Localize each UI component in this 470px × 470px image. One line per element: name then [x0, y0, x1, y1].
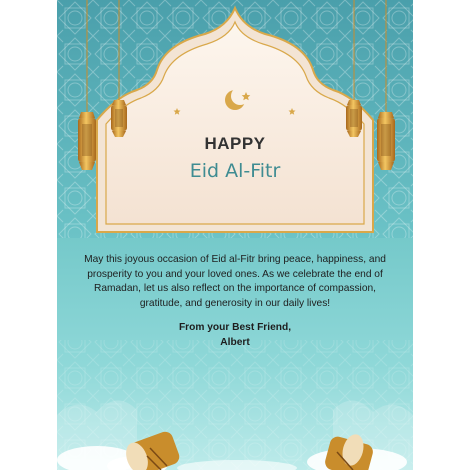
greeting-message: May this joyous occasion of Eid al-Fitr bring peace, happiness, and prosperity to you and your loved ones. As we celebrate the end of Ramadan, let us also reflect on the importance of compassion, gratitude, and generosity in our daily lives! [84, 254, 386, 309]
signoff-line1: From your Best Friend, [178, 322, 292, 333]
greeting-title-line2: Eid Al-Fitr [189, 160, 281, 182]
greeting-card [57, 0, 413, 470]
signoff [57, 321, 413, 350]
greeting-title-line1: HAPPY [204, 134, 266, 153]
card-background [57, 0, 413, 470]
signoff-line2: Albert [220, 336, 250, 348]
